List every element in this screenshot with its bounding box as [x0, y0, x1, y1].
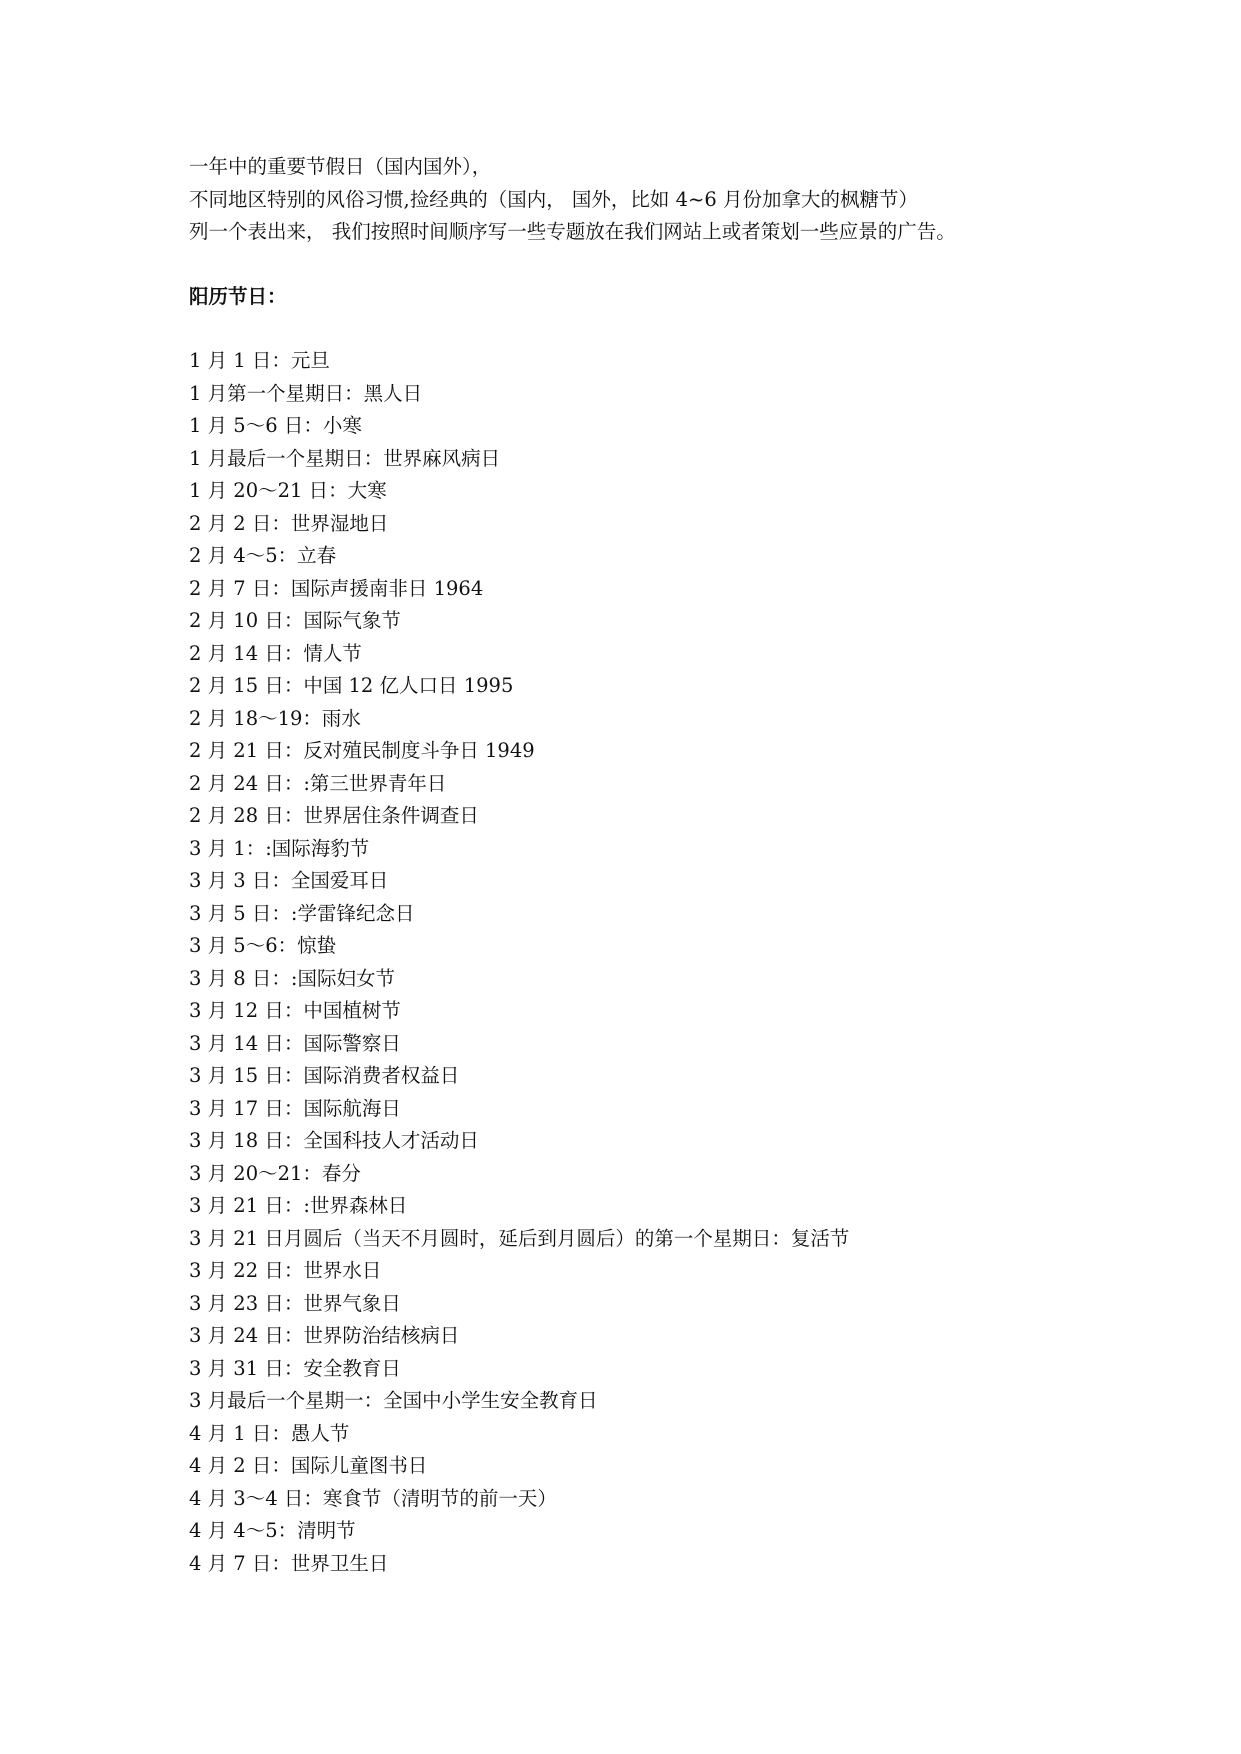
holiday-item: 4 月 2 日：国际儿童图书日 — [189, 1454, 428, 1477]
holiday-item: 2 月 21 日：反对殖民制度斗争日 1949 — [189, 739, 535, 762]
holiday-item: 4 月 3～4 日：寒食节（清明节的前一天） — [189, 1486, 557, 1510]
section-title-solar-holidays: 阳历节日： — [189, 284, 287, 308]
holiday-item: 2 月 14 日：情人节 — [189, 641, 362, 665]
holiday-item: 2 月 2 日：世界湿地日 — [189, 511, 389, 535]
holiday-item: 1 月 1 日：元旦 — [189, 349, 330, 372]
holiday-item: 1 月 20～21 日：大寒 — [189, 479, 387, 502]
holiday-item: 3 月 22 日：世界水日 — [189, 1259, 382, 1282]
holiday-item: 3 月 23 日：世界气象日 — [189, 1291, 401, 1315]
holiday-item: 3 月 18 日：全国科技人才活动日 — [189, 1129, 479, 1152]
intro-line-3: 列一个表出来， 我们按照时间顺序写一些专题放在我们网站上或者策划一些应景的广告。 — [189, 220, 956, 243]
holiday-item: 3 月 5～6：惊蛰 — [189, 934, 337, 957]
holiday-item: 2 月 10 日：国际气象节 — [189, 609, 401, 632]
holiday-item: 2 月 28 日：世界居住条件调查日 — [189, 804, 479, 827]
holiday-item: 1 月 5～6 日：小寒 — [189, 414, 362, 437]
holiday-item: 3 月 5 日：:学雷锋纪念日 — [189, 901, 415, 925]
holiday-item: 2 月 24 日：:第三世界青年日 — [189, 771, 447, 795]
holiday-item: 3 月 8 日：:国际妇女节 — [189, 966, 395, 990]
intro-line-1: 一年中的重要节假日（国内国外）， — [189, 155, 492, 178]
holiday-item: 2 月 7 日：国际声援南非日 1964 — [189, 576, 484, 600]
holiday-item: 2 月 15 日：中国 12 亿人口日 1995 — [189, 674, 514, 697]
holiday-item: 3 月 21 日：:世界森林日 — [189, 1194, 408, 1217]
document-content — [189, 151, 1089, 1580]
holiday-item: 4 月 1 日：愚人节 — [189, 1421, 350, 1445]
holiday-item: 3 月 20～21：春分 — [189, 1161, 361, 1185]
holiday-item: 3 月 31 日：安全教育日 — [189, 1356, 401, 1380]
holiday-item: 3 月 14 日：国际警察日 — [189, 1031, 401, 1055]
holiday-item: 3 月 24 日：世界防治结核病日 — [189, 1324, 460, 1347]
holiday-list — [189, 345, 1089, 1580]
holiday-item: 4 月 7 日：世界卫生日 — [189, 1551, 389, 1575]
intro-line-2: 不同地区特别的风俗习惯,捡经典的（国内， 国外，比如 4~6 月份加拿大的枫糖节） — [189, 187, 918, 211]
holiday-item: 3 月 1：:国际海豹节 — [189, 836, 370, 860]
holiday-item: 2 月 4～5：立春 — [189, 544, 337, 567]
holiday-item: 2 月 18～19：雨水 — [189, 706, 361, 730]
holiday-item: 3 月 12 日：中国植树节 — [189, 999, 401, 1022]
holiday-item: 1 月第一个星期日：黑人日 — [189, 381, 423, 405]
holiday-item: 3 月 21 日月圆后（当天不月圆时，延后到月圆后）的第一个星期日：复活节 — [189, 1226, 850, 1250]
holiday-item: 3 月 3 日：全国爱耳日 — [189, 869, 389, 892]
holiday-item: 4 月 4～5：清明节 — [189, 1519, 356, 1542]
holiday-item: 3 月 17 日：国际航海日 — [189, 1096, 401, 1120]
holiday-item: 1 月最后一个星期日：世界麻风病日 — [189, 446, 501, 470]
holiday-item: 3 月 15 日：国际消费者权益日 — [189, 1064, 460, 1087]
holiday-item: 3 月最后一个星期一：全国中小学生安全教育日 — [189, 1389, 598, 1412]
